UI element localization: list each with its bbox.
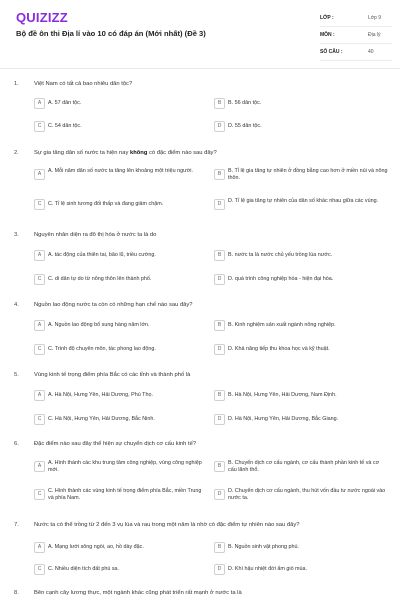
option-text: A. Hình thành các khu trung tâm công nghiệp, vùng công nghiệp mới. <box>48 460 202 474</box>
option-text: B. Chuyển dịch cơ cấu ngành, cơ cấu thành phần kinh tế và cơ cấu lãnh thổ. <box>228 460 380 474</box>
question-text <box>34 150 384 156</box>
option-letter-box: A <box>34 542 45 553</box>
option-letter-box: B <box>214 320 225 331</box>
option-letter-box: B <box>214 461 225 472</box>
option-text: D. 55 dân tộc. <box>228 123 262 129</box>
option-letter-box: B <box>214 542 225 553</box>
question-number: 4. <box>14 302 19 308</box>
option-text: C. Trình độ chuyên môn, tác phong lao động. <box>48 346 156 352</box>
option-letter-box: D <box>214 489 225 500</box>
option-letter-box: D <box>214 414 225 425</box>
question-number: 5. <box>14 372 19 378</box>
question-number: 7. <box>14 522 19 528</box>
question-text: Đặc điểm nào sau đây thể hiện sự chuyển dịch cơ cấu kinh tế? <box>34 441 197 447</box>
option-letter-box: D <box>214 274 225 285</box>
option-letter-box: C <box>34 121 45 132</box>
option-text: C. Tỉ lệ sinh tương đối thấp và đang giảm chậm. <box>48 201 164 207</box>
option-letter-box: C <box>34 414 45 425</box>
option-letter-box: A <box>34 98 45 109</box>
option-letter-box: D <box>214 564 225 575</box>
meta-row-count <box>320 44 392 61</box>
question-number: 6. <box>14 441 19 447</box>
option-text: A. tác động của thiên tai, bão lũ, triều cường. <box>48 252 156 258</box>
option-letter-box: C <box>34 344 45 355</box>
option-letter-box: B <box>214 250 225 261</box>
option-text: D. Khả năng tiếp thu khoa học và kỹ thuật. <box>228 346 330 352</box>
option-text: A. 57 dân tộc. <box>48 100 82 106</box>
option-letter-box: D <box>214 121 225 132</box>
option-text: C. Hà Nội, Hưng Yên, Hải Dương, Bắc Ninh. <box>48 416 155 422</box>
option-text: B. Kinh nghiệm sản xuất ngành nông nghiệp. <box>228 322 336 328</box>
option-letter-box: B <box>214 98 225 109</box>
question-text-emphasis: không <box>130 150 148 156</box>
option-text: C. 54 dân tộc. <box>48 123 82 129</box>
option-letter-box: A <box>34 320 45 331</box>
option-letter-box: C <box>34 564 45 575</box>
meta-value: Địa lý <box>368 32 381 38</box>
option-text: A. Mỗi năm dân số nước ta tăng lên khoảng một triệu người. <box>48 168 193 174</box>
option-letter-box: C <box>34 199 45 210</box>
option-text: C. di dân tự do từ nông thôn lên thành phố. <box>48 276 152 282</box>
option-text: C. Nhiều diện tích đất phù sa. <box>48 566 120 572</box>
question-text: Nguyên nhân diện ra đô thị hóa ở nước ta là do <box>34 232 157 238</box>
option-letter-box: C <box>34 274 45 285</box>
option-text: D. Tỉ lệ gia tăng tự nhiên của dân số khác nhau giữa các vùng. <box>228 198 379 204</box>
option-text: D. Hà Nội, Hưng Yên, Hải Dương, Bắc Giang. <box>228 416 339 422</box>
option-text: B. Hà Nội, Hưng Yên, Hải Dương, Nam Định. <box>228 392 337 398</box>
question-number: 2. <box>14 150 19 156</box>
question-text-part: có đặc điểm nào sau đây? <box>147 150 217 156</box>
meta-row-grade <box>320 10 392 27</box>
option-letter-box: A <box>34 461 45 472</box>
question-text: Nguồn lao động nước ta còn có những hạn chế nào sau đây? <box>34 302 193 308</box>
option-text: B. Nguồn sinh vật phong phú. <box>228 544 300 550</box>
meta-key: SỐ CÂU : <box>320 49 343 55</box>
option-text: D. Chuyển dịch cơ cấu ngành, thu hút vốn đầu tư nước ngoài vào nước ta. <box>228 488 386 502</box>
option-letter-box: C <box>34 489 45 500</box>
question-text: Bên cạnh cây lương thực, một ngành khác cũng phát triển rất mạnh ở nước ta là <box>34 590 242 596</box>
meta-key: LỚP : <box>320 15 334 21</box>
meta-key: MÔN : <box>320 32 335 38</box>
option-letter-box: D <box>214 344 225 355</box>
question-number: 1. <box>14 81 19 87</box>
meta-table <box>320 10 392 61</box>
question-text: Vùng kinh tế trọng điểm phía Bắc có các tỉnh và thành phố là <box>34 372 191 378</box>
option-text: D. Khí hậu nhiệt đới ẩm gió mùa. <box>228 566 308 572</box>
option-text: B. nước ta là nước chủ yếu trồng lúa nước. <box>228 252 333 258</box>
option-text: A. Hà Nội, Hưng Yên, Hải Dương, Phú Thọ. <box>48 392 153 398</box>
worksheet-header <box>0 0 400 69</box>
option-text: C. Hình thành các vùng kinh tế trọng điểm phía Bắc, miền Trung và phía Nam. <box>48 488 202 502</box>
worksheet-title: Bộ đề ôn thi Địa lí vào 10 có đáp án (Mới nhất) (Đề 3) <box>16 29 206 38</box>
option-text: A. Mạng lưới sông ngòi, ao, hồ dày đặc. <box>48 544 144 550</box>
meta-row-subject <box>320 27 392 44</box>
option-text: B. Tỉ lệ gia tăng tự nhiên ở đồng bằng cao hơn ở miền núi và nông thôn. <box>228 168 388 182</box>
option-text: D. quá trình công nghiệp hóa - hiện đại hóa. <box>228 276 334 282</box>
meta-value: 40 <box>368 49 374 55</box>
option-letter-box: A <box>34 390 45 401</box>
option-letter-box: D <box>214 199 225 210</box>
option-text: A. Nguồn lao động bổ sung hàng năm lớn. <box>48 322 150 328</box>
option-letter-box: B <box>214 169 225 180</box>
question-text: Nước ta có thể trồng từ 2 đến 3 vụ lúa và rau trong một năm là nhờ có đặc điểm tự nhiên nào sau đây? <box>34 522 300 528</box>
option-text: B. 56 dân tộc. <box>228 100 262 106</box>
question-number: 8. <box>14 590 19 596</box>
question-number: 3. <box>14 232 19 238</box>
option-letter-box: A <box>34 250 45 261</box>
option-letter-box: B <box>214 390 225 401</box>
quizizz-logo[interactable]: QUIZIZZ <box>16 10 68 25</box>
meta-value: Lớp 9 <box>368 15 382 21</box>
option-letter-box: A <box>34 169 45 180</box>
question-text: Việt Nam có tất cả bao nhiêu dân tộc? <box>34 81 133 87</box>
question-text-part: Sự gia tăng dân số nước ta hiện nay <box>34 150 130 156</box>
